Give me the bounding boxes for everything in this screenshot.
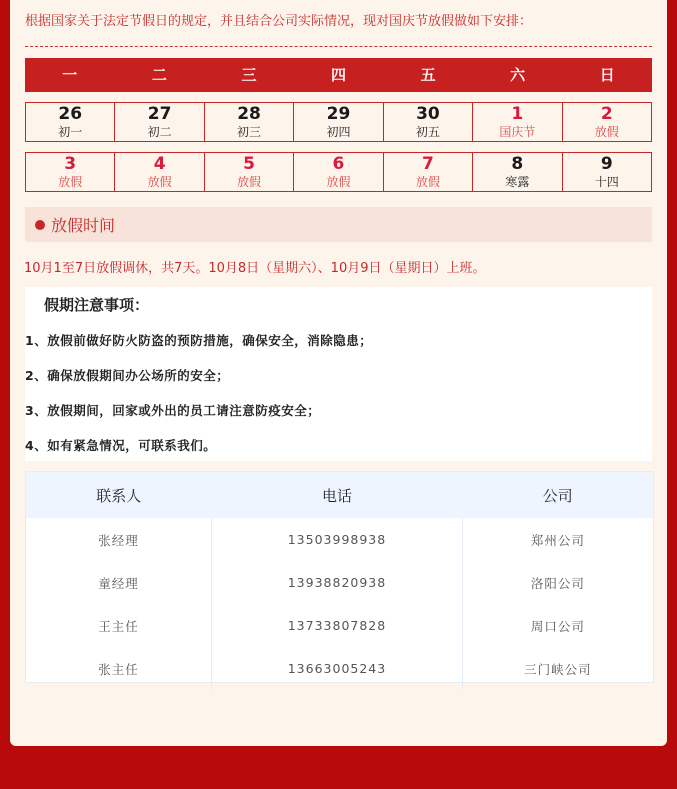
contact-name: 童经理 xyxy=(26,561,212,604)
day-note: 初一 xyxy=(58,124,83,139)
contact-company: 洛阳公司 xyxy=(530,575,585,591)
contact-company: 周口公司 xyxy=(530,618,585,634)
day-number: 29 xyxy=(326,103,351,124)
notes-title: 假期注意事项： xyxy=(44,296,150,314)
day-note: 寒露 xyxy=(505,174,530,189)
calendar-day xyxy=(26,103,115,141)
day-note: 放假 xyxy=(415,174,440,189)
calendar-day-holiday xyxy=(205,153,294,191)
table-header-row xyxy=(26,472,653,518)
note-item: 4、如有紧急情况，可联系我们。 xyxy=(25,438,217,453)
calendar-day xyxy=(384,103,473,141)
day-number: 2 xyxy=(600,103,613,124)
day-note: 初二 xyxy=(147,124,172,139)
day-number: 9 xyxy=(600,153,613,174)
day-note: 初四 xyxy=(326,124,351,139)
calendar-day-holiday xyxy=(473,103,562,141)
weekday-sat: 六 xyxy=(510,66,526,84)
weekday-tue: 二 xyxy=(151,66,167,84)
day-number: 5 xyxy=(243,153,255,174)
contact-phone[interactable]: 13663005243 xyxy=(212,647,463,690)
day-number: 28 xyxy=(237,103,261,124)
calendar-day xyxy=(294,103,383,141)
section-title: 放假时间 xyxy=(51,216,116,235)
contact-phone[interactable]: 13733807828 xyxy=(212,604,463,647)
calendar-day-holiday xyxy=(563,103,651,141)
table-row xyxy=(26,647,653,690)
day-note: 初五 xyxy=(415,124,440,139)
note-item: 1、放假前做好防火防盗的预防措施，确保安全，消除隐患； xyxy=(25,333,373,348)
day-number: 27 xyxy=(147,103,172,124)
day-number: 1 xyxy=(511,103,524,124)
contact-name: 张经理 xyxy=(26,518,212,561)
day-note: 放假 xyxy=(594,124,619,139)
day-note: 初三 xyxy=(237,124,262,139)
note-item: 3、放假期间，回家或外出的员工请注意防疫安全； xyxy=(25,403,321,418)
contacts-table xyxy=(25,471,654,683)
calendar-day-holiday xyxy=(384,153,473,191)
calendar-week-2 xyxy=(25,152,652,192)
dashed-divider xyxy=(25,46,652,47)
header-company: 公司 xyxy=(462,472,653,518)
day-note: 放假 xyxy=(147,174,172,189)
day-number: 6 xyxy=(332,153,345,174)
day-note: 放假 xyxy=(237,174,262,189)
bullet-dot-icon xyxy=(35,220,45,230)
day-note: 国庆节 xyxy=(499,124,536,139)
calendar-week-1 xyxy=(25,102,652,142)
weekday-mon: 一 xyxy=(62,66,78,84)
weekday-fri: 五 xyxy=(420,66,436,84)
weekday-thu: 四 xyxy=(331,66,347,84)
day-number: 4 xyxy=(153,153,166,174)
header-phone: 电话 xyxy=(212,472,463,518)
contact-name: 张主任 xyxy=(26,647,212,690)
calendar-day xyxy=(473,153,562,191)
day-note: 放假 xyxy=(326,174,351,189)
content-card xyxy=(10,0,667,746)
calendar-day xyxy=(115,103,204,141)
weekday-wed: 三 xyxy=(241,66,257,84)
weekday-header xyxy=(25,58,652,92)
holiday-notice: 10月1至7日放假调休，共7天。10月8日（星期六）、10月9日（星期日）上班。 xyxy=(24,261,486,276)
notes-panel xyxy=(25,287,652,461)
day-note: 放假 xyxy=(58,174,83,189)
day-number: 3 xyxy=(64,153,77,174)
calendar-day xyxy=(205,103,294,141)
weekday-sun: 日 xyxy=(599,66,615,84)
calendar-day-holiday xyxy=(26,153,115,191)
table-row xyxy=(26,518,653,561)
contact-phone[interactable]: 13938820938 xyxy=(212,561,463,604)
table-row xyxy=(26,561,653,604)
contact-company: 三门峡公司 xyxy=(524,661,592,677)
day-number: 7 xyxy=(421,153,434,174)
day-note: 十四 xyxy=(594,174,619,189)
contact-company: 郑州公司 xyxy=(530,532,585,548)
calendar-day xyxy=(563,153,651,191)
note-item: 2、确保放假期间办公场所的安全； xyxy=(25,368,230,383)
calendar-day-holiday xyxy=(115,153,204,191)
section-header xyxy=(25,207,652,242)
contact-name: 王主任 xyxy=(26,604,212,647)
calendar-day-holiday xyxy=(294,153,383,191)
contact-phone[interactable]: 13503998938 xyxy=(212,518,463,561)
table-row xyxy=(26,604,653,647)
day-number: 26 xyxy=(58,103,83,124)
intro-text: 根据国家关于法定节假日的规定，并且结合公司实际情况，现对国庆节放假做如下安排： xyxy=(25,14,533,29)
day-number: 8 xyxy=(511,153,524,174)
day-number: 30 xyxy=(416,103,440,124)
header-contact: 联系人 xyxy=(26,472,212,518)
